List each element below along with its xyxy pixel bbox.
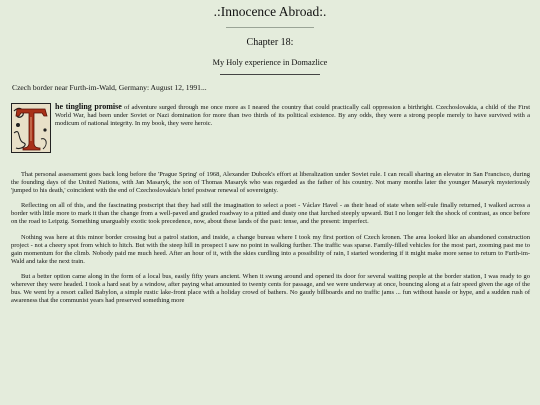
dateline: Czech border near Furth-im-Wald, Germany: August 12, 1991...	[12, 83, 207, 92]
page-header	[0, 0, 540, 75]
subtitle-divider	[220, 74, 320, 75]
paragraph-1	[11, 103, 530, 163]
ornate-letter-t-icon	[11, 103, 51, 153]
title-divider	[226, 27, 314, 28]
paragraph-4: Nothing was here at this minor border crossing but a patrol station, and inside, a change bureau where I took my first portion of Czech kronen. The area looked like an abandoned construction project - not a cheery spot from which to hitch. But with the steep hill in prospect I saw no point in walking further. The traffic was sparse. Family-filled vehicles for the most part, zooming past me to gain momentum for the climb. Nobody paid me much heed. After an hour of it, with the skies curdling into a possibility of rain, I started wondering if it might make more sense to return to Furth-im-Wald and take the next train.	[11, 233, 530, 265]
article-body	[0, 103, 540, 305]
chapter-heading: Chapter 18:	[246, 37, 294, 48]
paragraph-1-text: of adventure surged through me once more as I neared the country that could practically call oppression a birthright. Czechoslovakia, a child of the First World War, had been under Soviet or Nazi domination for more than two thirds of its political existence. By any odds, they were a strong people merely to have survived with a modicum of national integrity. In my book, they were heroic.	[55, 104, 530, 127]
site-title: .:Innocence Abroad:.	[213, 4, 327, 19]
paragraph-3: Reflecting on all of this, and the fascinating postscript that they had still the imagination to select a poet - Václav Havel - as their head of state when self-rule finally returned, I walked across a border with little more to mark it than the change from a well-paved and graded roadway to a pitted and dusty one that lurched steeply upward. But I no longer felt the shock of contrast, as once before on the road to Leipzig. Something unarguably exotic took precedence, now, about these lands of the past: tense, and the present: imperfect.	[11, 202, 530, 226]
chapter-subtitle: My Holy experience in Domazlice	[212, 58, 328, 67]
paragraph-2: That personal assessment goes back long before the 'Prague Spring' of 1968, Alexander Dubcek's effort at liberalization under Soviet rule. I can recall sharing an elevator in San Francisco, during the founding days of the United Nations, with Jan Masaryk, the son of Thomas Masaryk who was regarded as the father of his country. Not many months later the younger Masaryk mysteriously 'jumped to his death,' coincident with the end of Czechoslovakia's brief postwar renewal of sovereignty.	[11, 170, 530, 194]
paragraph-5: But a better option came along in the form of a local bus, easily fifty years ancient. When it swung around and opened its door for several waiting people at the border station, I was ready to go wherever they were headed. I took a hard seat by a window, after paying what amounted to twenty cents for passage, and we were underway at once, bouncing along at a fair speed given the age of the bus. We went by a resort called Babylon, a simple rustic lake-front place with a holiday crowd of bathers. No gaudy billboards and no traffic jams ... fun without hassle or hype, and a sudden rush of awareness that the communist years had preserved something more	[11, 273, 530, 304]
lead-in: he tingling promise	[55, 102, 122, 111]
